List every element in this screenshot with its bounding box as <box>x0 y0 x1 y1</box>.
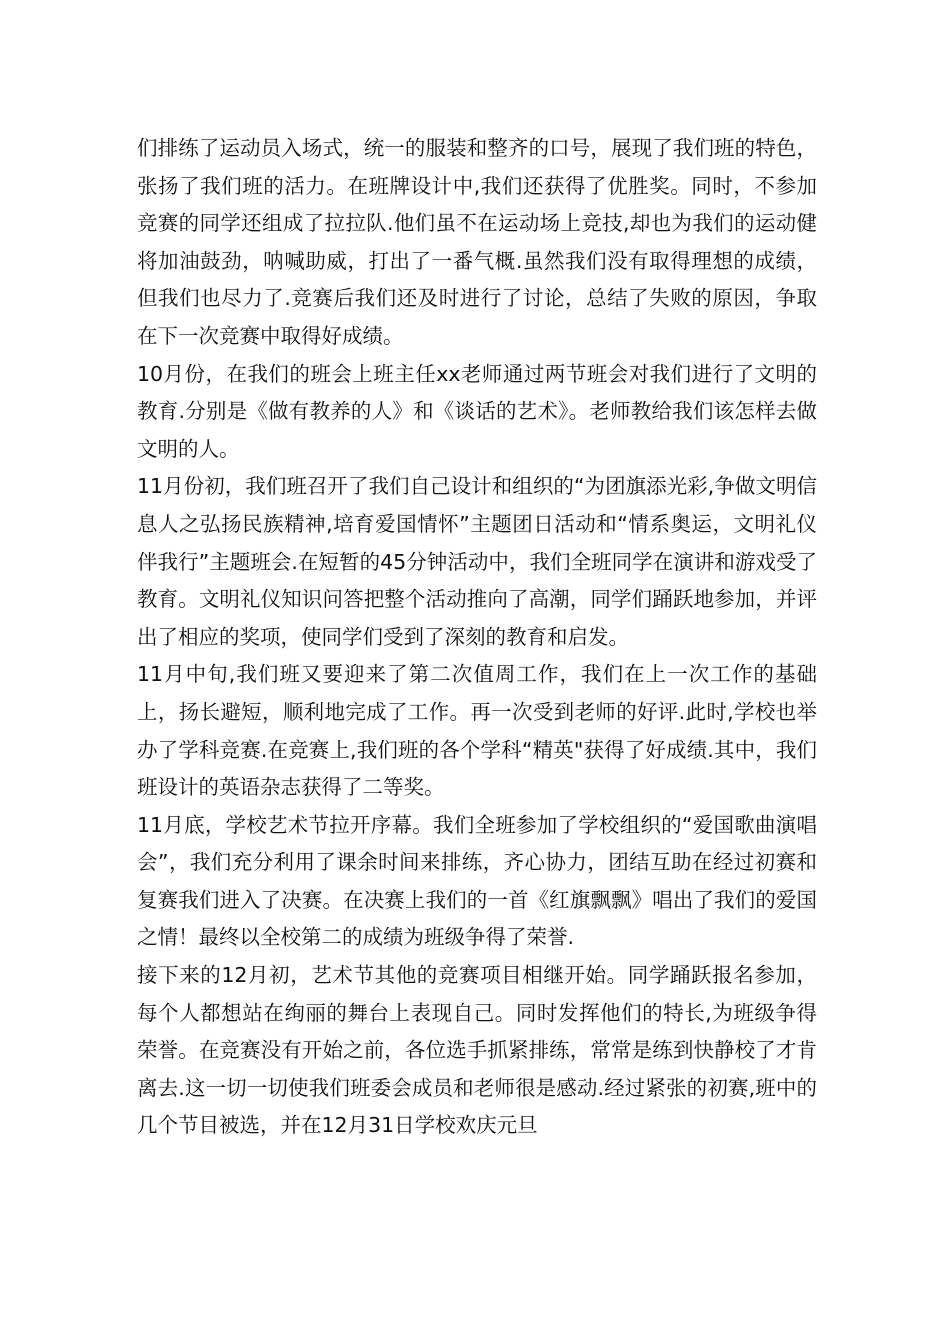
paragraph-mid-november: 11月中旬,我们班又要迎来了第二次值周工作，我们在上一次工作的基础上，扬长避短，顺利地完成了工作。再一次受到老师的好评.此时,学校也举办了学科竞赛.在竞赛上,我们班的各个学科“精英"获得了好成绩.其中，我们班设计的英语杂志获得了二等奖。 <box>137 662 817 800</box>
document-body <box>137 130 817 1145</box>
paragraph-october: 10月份，在我们的班会上班主任xx老师通过两节班会对我们进行了文明的教育.分别是《做有教养的人》和《谈话的艺术》。老师教给我们该怎样去做文明的人。 <box>137 361 817 461</box>
paragraph-early-november: 11月份初，我们班召开了我们自己设计和组织的“为团旗添光彩,争做文明信息人之弘扬民族精神,培育爱国情怀”主题团日活动和“情系奥运，文明礼仪伴我行”主题班会.在短暂的45分钟活动中，我们全班同学在演讲和游戏受了教育。文明礼仪知识问答把整个活动推向了高潮，同学们踊跃地参加，并评出了相应的奖项，使同学们受到了深刻的教育和启发。 <box>137 474 817 649</box>
paragraph-late-november: 11月底，学校艺术节拉开序幕。我们全班参加了学校组织的“爱国歌曲演唱会”，我们充分利用了课余时间来排练，齐心协力，团结互助在经过初赛和复赛我们进入了决赛。在决赛上我们的一首《红旗飘飘》唱出了我们的爱国之情！最终以全校第二的成绩为班级争得了荣誉. <box>137 812 817 950</box>
paragraph-sports-meet: 们排练了运动员入场式，统一的服装和整齐的口号，展现了我们班的特色，张扬了我们班的活力。在班牌设计中,我们还获得了优胜奖。同时，不参加竞赛的同学还组成了拉拉队.他们虽不在运动场上竞技,却也为我们的运动健将加油鼓劲，呐喊助威，打出了一番气概.虽然我们没有取得理想的成绩，但我们也尽力了.竞赛后我们还及时进行了讨论，总结了失败的原因，争取在下一次竞赛中取得好成绩。 <box>137 136 817 348</box>
paragraph-december: 接下来的12月初，艺术节其他的竞赛项目相继开始。同学踊跃报名参加，每个人都想站在绚丽的舞台上表现自己。同时发挥他们的特长,为班级争得荣誉。在竞赛没有开始之前，各位选手抓紧排练，常常是练到快静校了才肯离去.这一切一切使我们班委会成员和老师很是感动.经过紧张的初赛,班中的几个节目被选，并在12月31日学校欢庆元旦 <box>137 963 817 1138</box>
